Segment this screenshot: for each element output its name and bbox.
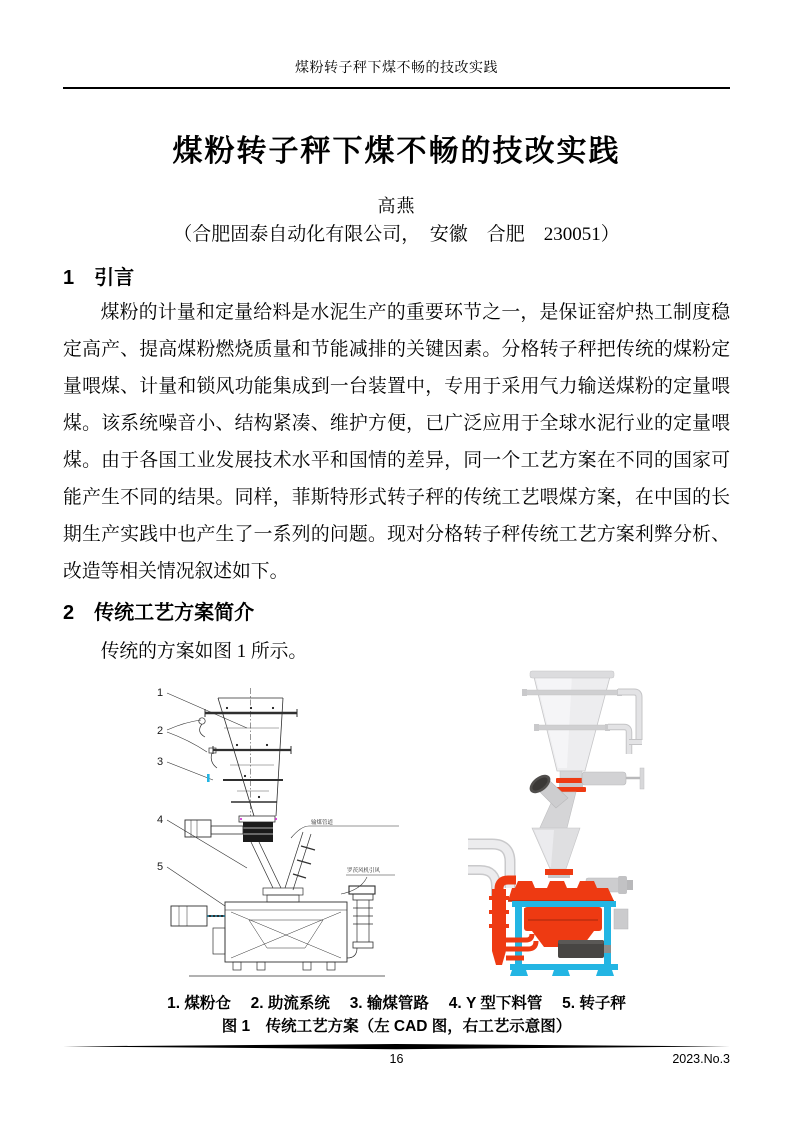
slide-gate-valve (582, 768, 644, 789)
rotary-feeder (185, 816, 277, 842)
cad-diagram (155, 680, 413, 982)
callout-1: 1 (157, 687, 164, 699)
paragraph-line: 量喂煤、计量和锁风功能集成到一台装置中，专用于采用气力输送煤粉的定量喂 (63, 376, 730, 397)
figure-1 (63, 668, 730, 990)
hopper-3d (522, 671, 622, 771)
y-downpipe (251, 832, 315, 902)
hopper-neck (560, 771, 582, 778)
paragraph-line: 定高产、提高煤粉燃烧质量和节能减排的关键因素。分格转子秤把传统的煤粉定 (63, 339, 730, 360)
intro-paragraph (63, 294, 730, 590)
author-affiliation: （合肥固泰自动化有限公司， 安徽 合肥 230051） (173, 224, 620, 245)
coal-pipe-label: 输煤管道 (311, 820, 334, 826)
article-title: 煤粉转子秤下煤不畅的技改实践 (172, 135, 621, 168)
callout-leaders (167, 693, 247, 906)
author-name: 高燕 (377, 196, 416, 216)
section-heading-traditional: 2 传统工艺方案简介 (63, 602, 255, 624)
figure-legend: 1. 煤粉仓 2. 助流系统 3. 输煤管路 4. Y 型下料管 5. 转子秤 (167, 995, 626, 1012)
figure-caption: 图 1 传统工艺方案（左 CAD 图，右工艺示意图） (221, 1018, 572, 1035)
footer-rule (63, 1044, 730, 1050)
figure-reference-paragraph: 传统的方案如图 1 所示。 (100, 641, 308, 662)
bolt-dots (226, 707, 274, 798)
running-title: 煤粉转子秤下煤不畅的技改实践 (295, 61, 498, 76)
side-piping (608, 692, 642, 754)
paragraph-line: 期生产实践中也产生了一系列的问题。现对分格转子秤传统工艺方案利弊分析、 (63, 524, 730, 545)
callout-5: 5 (157, 861, 164, 873)
issue-number: 2023.No.3 (672, 1052, 730, 1066)
paragraph-line: 能产生不同的结果。同样，菲斯特形式转子秤的传统工艺喂煤方案，在中国的长 (63, 487, 730, 508)
header-rule (63, 87, 730, 89)
lower-funnel (532, 828, 580, 878)
motor-block (558, 940, 611, 958)
page-number: 16 (389, 1052, 404, 1066)
red-flange-rings (556, 778, 586, 792)
callout-3: 3 (157, 756, 164, 768)
section-heading-intro: 1 引言 (63, 267, 135, 289)
callout-2: 2 (157, 725, 164, 737)
coal-hopper (205, 688, 297, 816)
paragraph-line: 煤粉的计量和定量给料是水泥生产的重要环节之一，是保证窑炉热工制度稳 (100, 302, 730, 323)
callout-4: 4 (157, 814, 164, 826)
paragraph-line: 改造等相关情况叙述如下。 (63, 561, 289, 582)
render-diagram (468, 668, 690, 986)
paragraph-line: 煤。该系统噪音小、结构紧凑、维护方便，已广泛应用于全球水泥行业的定量喂 (63, 413, 730, 434)
paragraph-line: 煤。由于各国工业发展技术水平和国情的差异，同一个工艺方案在不同的国家可 (63, 450, 730, 471)
coal-pipe-callout (291, 818, 399, 838)
rotor-scale-machine (171, 886, 385, 976)
blower-label: 罗茨风机引风 (347, 868, 381, 874)
